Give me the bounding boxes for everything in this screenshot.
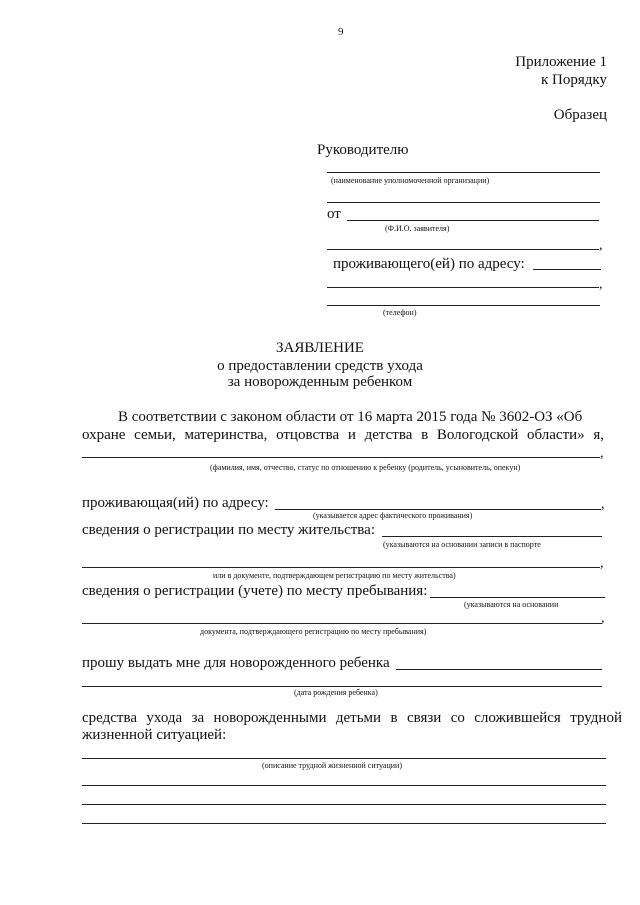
registration-line[interactable] xyxy=(382,536,602,537)
applicant-name-line[interactable] xyxy=(347,220,599,221)
to-order-label: к Порядку xyxy=(541,72,607,88)
request-label: прошу выдать мне для новорожденного ребенка xyxy=(82,655,390,671)
birthdate-line[interactable] xyxy=(82,686,602,687)
sample-label: Образец xyxy=(553,107,607,123)
stay-hint-1: (указываются на основании xyxy=(464,600,559,609)
applicant-fio-hint: (Ф.И.О. заявителя) xyxy=(385,224,450,233)
appendix-label: Приложение 1 xyxy=(515,54,607,70)
phone-hint: (телефон) xyxy=(383,308,417,317)
registration-line-2[interactable] xyxy=(82,567,600,568)
applicant-hint: (фамилия, имя, отчество, статус по отношению к ребенку (родитель, усыновитель, опекун) xyxy=(210,463,521,472)
org-name-hint: (наименование уполномоченной организации) xyxy=(331,176,490,185)
registration-hint-1: (указываются на основании записи в паспорте xyxy=(383,540,541,549)
page-number: 9 xyxy=(338,26,344,38)
address-label: проживающая(ий) по адресу: xyxy=(82,495,269,511)
address-hint: (указывается адрес фактического проживания) xyxy=(313,511,473,520)
means-line-1: средства ухода за новорожденными детьми в связи со сложившейся трудной xyxy=(82,710,622,726)
situation-hint: (описание трудной жизненной ситуации) xyxy=(262,761,402,770)
residing-label: проживающего(ей) по адресу: xyxy=(333,256,525,272)
applicant-full-line[interactable] xyxy=(82,457,600,458)
residing-address-line[interactable] xyxy=(533,269,601,270)
means-line-2: жизненной ситуацией: xyxy=(82,727,227,743)
situation-line-3[interactable] xyxy=(82,804,606,805)
org-name-line[interactable] xyxy=(327,172,600,173)
applicant-name-line-2[interactable] xyxy=(327,249,599,250)
document-title: ЗАЯВЛЕНИЕ xyxy=(276,340,364,356)
situation-line-1[interactable] xyxy=(82,758,606,759)
registration-label: сведения о регистрации по месту жительства: xyxy=(82,522,375,538)
stay-line[interactable] xyxy=(430,597,605,598)
actual-address-line[interactable] xyxy=(275,509,601,510)
birthdate-hint: (дата рождения ребенка) xyxy=(294,688,378,697)
from-label: от xyxy=(327,206,341,222)
to-head-label: Руководителю xyxy=(317,142,409,158)
stay-hint-2: документа, подтверждающего регистрацию по месту пребывания) xyxy=(200,627,427,636)
stay-label: сведения о регистрации (учете) по месту пребывания: xyxy=(82,583,428,599)
org-name-line-2[interactable] xyxy=(327,202,600,203)
document-subtitle-2: за новорожденным ребенком xyxy=(227,374,413,390)
situation-line-4[interactable] xyxy=(82,823,606,824)
phone-line[interactable] xyxy=(327,305,600,306)
address-line-2[interactable] xyxy=(327,287,599,288)
situation-line-2[interactable] xyxy=(82,785,606,786)
stay-line-2[interactable] xyxy=(82,623,602,624)
document-subtitle-1: о предоставлении средств ухода xyxy=(217,358,423,374)
paragraph-line-1: В соответствии с законом области от 16 марта 2015 года № 3602-ОЗ «Об xyxy=(118,409,583,425)
paragraph-line-2: охране семьи, материнства, отцовства и детства в Вологодской области» я, xyxy=(82,427,604,443)
registration-hint-2: или в документе, подтверждающем регистрацию по месту жительства) xyxy=(213,571,456,580)
child-line[interactable] xyxy=(396,669,602,670)
